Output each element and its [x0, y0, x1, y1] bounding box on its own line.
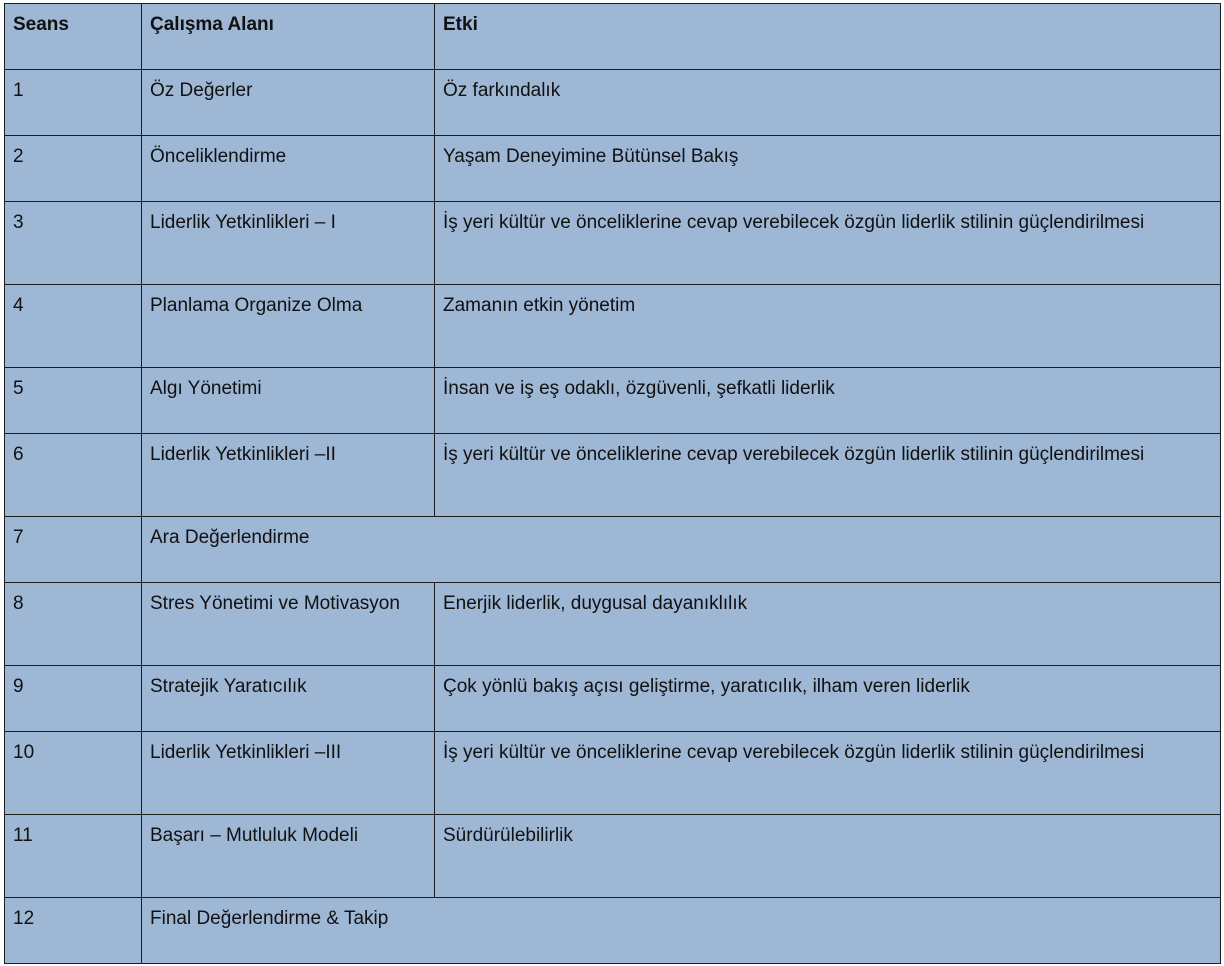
table-row: [5, 732, 1221, 815]
etki-cell: İş yeri kültür ve önceliklerine cevap verebilecek özgün liderlik stilinin güçlendirilmesi: [435, 202, 1221, 285]
etki-cell: İnsan ve iş eş odaklı, özgüvenli, şefkatli liderlik: [435, 368, 1221, 434]
etki-cell: Yaşam Deneyimine Bütünsel Bakış: [435, 136, 1221, 202]
etki-cell: İş yeri kültür ve önceliklerine cevap verebilecek özgün liderlik stilinin güçlendirilmesi: [435, 732, 1221, 815]
merged-cell: Final Değerlendirme & Takip: [142, 898, 1221, 964]
etki-cell: Öz farkındalık: [435, 70, 1221, 136]
table-row: [5, 815, 1221, 898]
session-table: [4, 3, 1221, 964]
seans-cell: 1: [5, 70, 142, 136]
table-row: [5, 368, 1221, 434]
alan-cell: Liderlik Yetkinlikleri – I: [142, 202, 435, 285]
seans-cell: 8: [5, 583, 142, 666]
etki-cell: İş yeri kültür ve önceliklerine cevap verebilecek özgün liderlik stilinin güçlendirilmesi: [435, 434, 1221, 517]
merged-cell: Ara Değerlendirme: [142, 517, 1221, 583]
table-row: [5, 202, 1221, 285]
seans-cell: 2: [5, 136, 142, 202]
header-etki: Etki: [435, 4, 1221, 70]
seans-cell: 3: [5, 202, 142, 285]
table-row: [5, 70, 1221, 136]
header-row: [5, 4, 1221, 70]
alan-cell: Planlama Organize Olma: [142, 285, 435, 368]
table-row: [5, 136, 1221, 202]
header-seans: Seans: [5, 4, 142, 70]
seans-cell: 12: [5, 898, 142, 964]
seans-cell: 11: [5, 815, 142, 898]
table-row: [5, 666, 1221, 732]
table-row-merged: [5, 898, 1221, 964]
table-row: [5, 434, 1221, 517]
etki-cell: Enerjik liderlik, duygusal dayanıklılık: [435, 583, 1221, 666]
seans-cell: 4: [5, 285, 142, 368]
table-row: [5, 285, 1221, 368]
alan-cell: Stratejik Yaratıcılık: [142, 666, 435, 732]
alan-cell: Liderlik Yetkinlikleri –II: [142, 434, 435, 517]
table-row: [5, 583, 1221, 666]
seans-cell: 6: [5, 434, 142, 517]
etki-cell: Zamanın etkin yönetim: [435, 285, 1221, 368]
alan-cell: Algı Yönetimi: [142, 368, 435, 434]
alan-cell: Başarı – Mutluluk Modeli: [142, 815, 435, 898]
alan-cell: Stres Yönetimi ve Motivasyon: [142, 583, 435, 666]
table-row-merged: [5, 517, 1221, 583]
etki-cell: Çok yönlü bakış açısı geliştirme, yaratıcılık, ilham veren liderlik: [435, 666, 1221, 732]
alan-cell: Öz Değerler: [142, 70, 435, 136]
etki-cell: Sürdürülebilirlik: [435, 815, 1221, 898]
seans-cell: 9: [5, 666, 142, 732]
alan-cell: Liderlik Yetkinlikleri –III: [142, 732, 435, 815]
alan-cell: Önceliklendirme: [142, 136, 435, 202]
seans-cell: 5: [5, 368, 142, 434]
seans-cell: 7: [5, 517, 142, 583]
seans-cell: 10: [5, 732, 142, 815]
header-calisma-alani: Çalışma Alanı: [142, 4, 435, 70]
